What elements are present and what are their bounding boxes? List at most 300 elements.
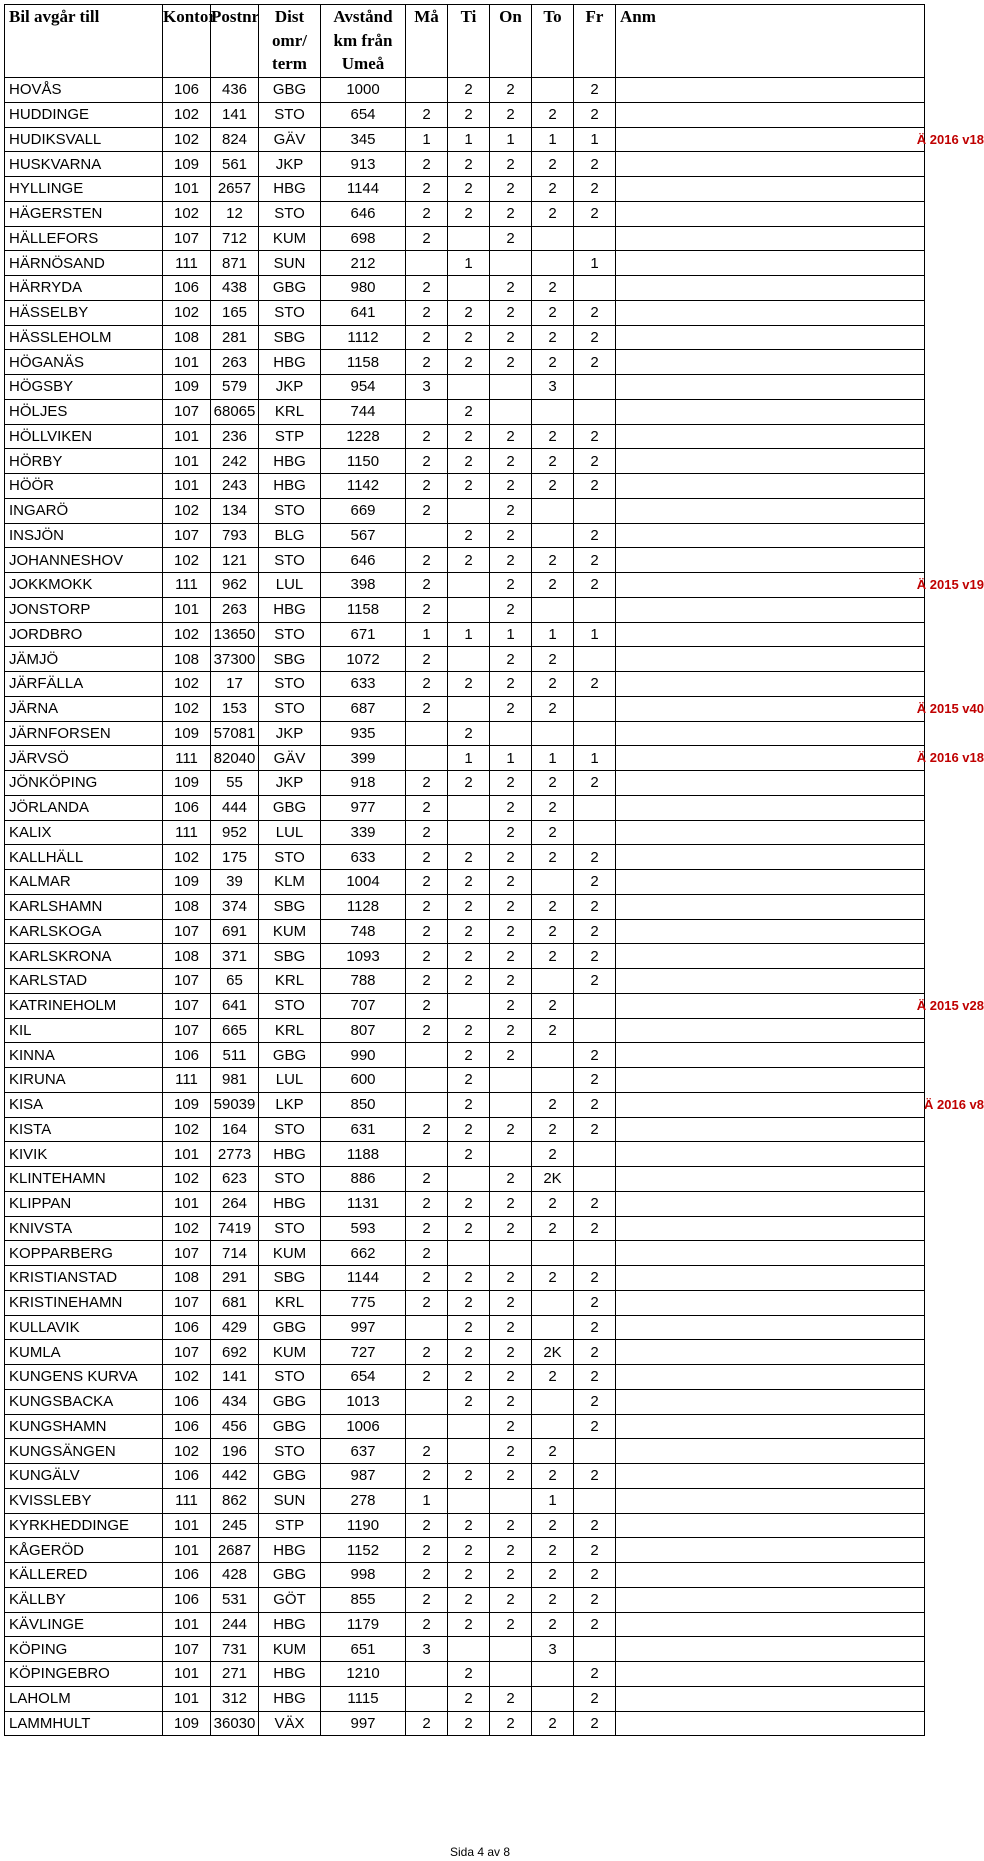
cell-tuesday: 2 bbox=[448, 1563, 490, 1588]
cell-postcode: 244 bbox=[211, 1612, 259, 1637]
cell-thursday: 2 bbox=[532, 1142, 574, 1167]
cell-district: STO bbox=[259, 622, 321, 647]
header-monday: Må bbox=[406, 5, 448, 78]
cell-district: STO bbox=[259, 993, 321, 1018]
cell-friday: 1 bbox=[574, 251, 616, 276]
cell-office: 111 bbox=[163, 251, 211, 276]
cell-office: 109 bbox=[163, 152, 211, 177]
cell-postcode: 281 bbox=[211, 325, 259, 350]
header-destination: Bil avgår till bbox=[5, 5, 163, 78]
cell-distance: 1150 bbox=[321, 449, 406, 474]
cell-distance: 662 bbox=[321, 1241, 406, 1266]
page-number: Sida 4 av 8 bbox=[449, 1845, 511, 1859]
cell-distance: 399 bbox=[321, 746, 406, 771]
cell-friday: 2 bbox=[574, 1538, 616, 1563]
cell-note bbox=[616, 1563, 925, 1588]
cell-monday: 2 bbox=[406, 1538, 448, 1563]
cell-thursday: 2 bbox=[532, 1216, 574, 1241]
cell-office: 102 bbox=[163, 845, 211, 870]
cell-postcode: 165 bbox=[211, 300, 259, 325]
cell-postcode: 164 bbox=[211, 1117, 259, 1142]
cell-wednesday bbox=[490, 1488, 532, 1513]
cell-friday: 2 bbox=[574, 1414, 616, 1439]
cell-tuesday: 2 bbox=[448, 919, 490, 944]
cell-postcode: 871 bbox=[211, 251, 259, 276]
cell-distance: 1188 bbox=[321, 1142, 406, 1167]
cell-friday: 2 bbox=[574, 300, 616, 325]
table-row bbox=[5, 944, 925, 969]
cell-postcode: 65 bbox=[211, 969, 259, 994]
cell-monday: 2 bbox=[406, 845, 448, 870]
cell-distance: 707 bbox=[321, 993, 406, 1018]
cell-destination: KÄLLBY bbox=[5, 1587, 163, 1612]
table-row bbox=[5, 647, 925, 672]
cell-destination: JÖNKÖPING bbox=[5, 771, 163, 796]
cell-monday bbox=[406, 1662, 448, 1687]
cell-destination: KIVIK bbox=[5, 1142, 163, 1167]
cell-wednesday: 2 bbox=[490, 969, 532, 994]
cell-note bbox=[616, 1290, 925, 1315]
cell-thursday bbox=[532, 597, 574, 622]
cell-wednesday bbox=[490, 1092, 532, 1117]
cell-district: GBG bbox=[259, 1464, 321, 1489]
cell-note bbox=[616, 1117, 925, 1142]
cell-destination: KALIX bbox=[5, 820, 163, 845]
cell-note bbox=[616, 771, 925, 796]
cell-district: HBG bbox=[259, 474, 321, 499]
table-row bbox=[5, 1365, 925, 1390]
cell-district: LUL bbox=[259, 1068, 321, 1093]
cell-tuesday: 2 bbox=[448, 672, 490, 697]
cell-wednesday: 2 bbox=[490, 597, 532, 622]
cell-district: JKP bbox=[259, 375, 321, 400]
table-row bbox=[5, 1290, 925, 1315]
cell-wednesday: 2 bbox=[490, 102, 532, 127]
cell-note bbox=[616, 944, 925, 969]
cell-office: 102 bbox=[163, 696, 211, 721]
cell-destination: KUNGÄLV bbox=[5, 1464, 163, 1489]
table-row bbox=[5, 969, 925, 994]
cell-thursday: 1 bbox=[532, 1488, 574, 1513]
cell-monday: 2 bbox=[406, 1290, 448, 1315]
cell-destination: KRISTIANSTAD bbox=[5, 1266, 163, 1291]
cell-tuesday: 2 bbox=[448, 1513, 490, 1538]
cell-tuesday: 2 bbox=[448, 1464, 490, 1489]
table-row bbox=[5, 152, 925, 177]
cell-district: KRL bbox=[259, 399, 321, 424]
cell-postcode: 271 bbox=[211, 1662, 259, 1687]
cell-wednesday: 2 bbox=[490, 1538, 532, 1563]
cell-thursday: 2 bbox=[532, 993, 574, 1018]
route-table-sheet bbox=[4, 4, 984, 1736]
cell-thursday bbox=[532, 969, 574, 994]
cell-destination: JÄRNA bbox=[5, 696, 163, 721]
cell-thursday: 2 bbox=[532, 152, 574, 177]
cell-friday: 2 bbox=[574, 1043, 616, 1068]
cell-note bbox=[616, 1340, 925, 1365]
cell-tuesday: 1 bbox=[448, 127, 490, 152]
cell-district: HBG bbox=[259, 449, 321, 474]
cell-destination: JOKKMOKK bbox=[5, 573, 163, 598]
cell-office: 109 bbox=[163, 870, 211, 895]
cell-wednesday bbox=[490, 251, 532, 276]
cell-office: 107 bbox=[163, 226, 211, 251]
cell-note bbox=[616, 1389, 925, 1414]
cell-tuesday bbox=[448, 276, 490, 301]
cell-destination: KUNGENS KURVA bbox=[5, 1365, 163, 1390]
cell-tuesday bbox=[448, 647, 490, 672]
cell-wednesday: 2 bbox=[490, 523, 532, 548]
cell-postcode: 82040 bbox=[211, 746, 259, 771]
cell-friday: 2 bbox=[574, 672, 616, 697]
cell-office: 106 bbox=[163, 1414, 211, 1439]
table-row bbox=[5, 746, 925, 771]
table-row bbox=[5, 894, 925, 919]
cell-distance: 398 bbox=[321, 573, 406, 598]
cell-friday: 2 bbox=[574, 1340, 616, 1365]
cell-postcode: 429 bbox=[211, 1315, 259, 1340]
cell-distance: 567 bbox=[321, 523, 406, 548]
cell-thursday bbox=[532, 78, 574, 103]
cell-note bbox=[616, 969, 925, 994]
cell-monday bbox=[406, 1068, 448, 1093]
cell-tuesday bbox=[448, 1637, 490, 1662]
cell-tuesday: 2 bbox=[448, 1686, 490, 1711]
header-note: Anm bbox=[616, 5, 925, 78]
cell-tuesday: 2 bbox=[448, 1266, 490, 1291]
cell-note bbox=[616, 399, 925, 424]
cell-wednesday: 2 bbox=[490, 1711, 532, 1736]
cell-destination: LAHOLM bbox=[5, 1686, 163, 1711]
cell-wednesday: 2 bbox=[490, 1587, 532, 1612]
cell-friday: 2 bbox=[574, 1266, 616, 1291]
cell-office: 106 bbox=[163, 795, 211, 820]
cell-note bbox=[616, 622, 925, 647]
cell-monday: 2 bbox=[406, 944, 448, 969]
cell-distance: 278 bbox=[321, 1488, 406, 1513]
cell-office: 101 bbox=[163, 1612, 211, 1637]
cell-wednesday: 2 bbox=[490, 1167, 532, 1192]
cell-friday bbox=[574, 498, 616, 523]
cell-friday bbox=[574, 1488, 616, 1513]
cell-distance: 633 bbox=[321, 845, 406, 870]
cell-note bbox=[616, 1365, 925, 1390]
cell-note bbox=[616, 177, 925, 202]
table-row bbox=[5, 721, 925, 746]
cell-monday: 2 bbox=[406, 226, 448, 251]
cell-wednesday bbox=[490, 721, 532, 746]
cell-friday: 2 bbox=[574, 474, 616, 499]
cell-note bbox=[616, 1662, 925, 1687]
change-note: Ä 2016 v18 bbox=[916, 750, 984, 766]
table-row bbox=[5, 1389, 925, 1414]
cell-distance: 345 bbox=[321, 127, 406, 152]
cell-thursday bbox=[532, 1290, 574, 1315]
table-row bbox=[5, 1092, 925, 1117]
cell-district: GÄV bbox=[259, 746, 321, 771]
cell-tuesday bbox=[448, 795, 490, 820]
cell-tuesday: 2 bbox=[448, 1315, 490, 1340]
cell-tuesday bbox=[448, 1488, 490, 1513]
cell-district: HBG bbox=[259, 1142, 321, 1167]
cell-monday: 2 bbox=[406, 1266, 448, 1291]
cell-wednesday: 2 bbox=[490, 919, 532, 944]
cell-monday: 3 bbox=[406, 375, 448, 400]
cell-distance: 1210 bbox=[321, 1662, 406, 1687]
cell-friday: 2 bbox=[574, 1315, 616, 1340]
cell-destination: JONSTORP bbox=[5, 597, 163, 622]
cell-friday bbox=[574, 276, 616, 301]
cell-district: HBG bbox=[259, 350, 321, 375]
cell-distance: 1006 bbox=[321, 1414, 406, 1439]
cell-thursday: 2 bbox=[532, 1612, 574, 1637]
cell-tuesday: 1 bbox=[448, 746, 490, 771]
cell-wednesday: 2 bbox=[490, 1191, 532, 1216]
cell-note bbox=[616, 1686, 925, 1711]
cell-office: 106 bbox=[163, 276, 211, 301]
cell-friday: 2 bbox=[574, 177, 616, 202]
cell-note bbox=[616, 1216, 925, 1241]
cell-wednesday bbox=[490, 375, 532, 400]
cell-wednesday: 2 bbox=[490, 548, 532, 573]
cell-note bbox=[616, 1018, 925, 1043]
cell-office: 102 bbox=[163, 201, 211, 226]
cell-friday: 2 bbox=[574, 573, 616, 598]
cell-tuesday: 2 bbox=[448, 1043, 490, 1068]
cell-district: GBG bbox=[259, 1414, 321, 1439]
cell-destination: KARLSTAD bbox=[5, 969, 163, 994]
cell-office: 101 bbox=[163, 449, 211, 474]
cell-thursday: 2 bbox=[532, 672, 574, 697]
cell-distance: 935 bbox=[321, 721, 406, 746]
table-row bbox=[5, 1191, 925, 1216]
cell-destination: KÄVLINGE bbox=[5, 1612, 163, 1637]
cell-monday: 2 bbox=[406, 449, 448, 474]
cell-tuesday: 2 bbox=[448, 177, 490, 202]
cell-wednesday: 2 bbox=[490, 1389, 532, 1414]
cell-wednesday bbox=[490, 1241, 532, 1266]
cell-friday bbox=[574, 375, 616, 400]
cell-tuesday: 2 bbox=[448, 721, 490, 746]
table-row bbox=[5, 399, 925, 424]
cell-note bbox=[616, 1191, 925, 1216]
cell-thursday: 2 bbox=[532, 1439, 574, 1464]
cell-wednesday: 1 bbox=[490, 127, 532, 152]
change-note: Ä 2016 v18 bbox=[916, 131, 984, 147]
cell-monday: 2 bbox=[406, 1117, 448, 1142]
cell-thursday: 3 bbox=[532, 375, 574, 400]
cell-thursday: 2 bbox=[532, 424, 574, 449]
cell-tuesday: 2 bbox=[448, 1612, 490, 1637]
cell-friday: 2 bbox=[574, 919, 616, 944]
cell-note bbox=[616, 820, 925, 845]
cell-postcode: 623 bbox=[211, 1167, 259, 1192]
cell-monday bbox=[406, 1686, 448, 1711]
cell-distance: 1112 bbox=[321, 325, 406, 350]
cell-distance: 775 bbox=[321, 1290, 406, 1315]
cell-wednesday: 2 bbox=[490, 647, 532, 672]
cell-postcode: 55 bbox=[211, 771, 259, 796]
cell-district: GBG bbox=[259, 1563, 321, 1588]
table-row bbox=[5, 1340, 925, 1365]
cell-note bbox=[616, 870, 925, 895]
cell-wednesday: 2 bbox=[490, 1464, 532, 1489]
cell-postcode: 17 bbox=[211, 672, 259, 697]
cell-district: KRL bbox=[259, 969, 321, 994]
cell-office: 111 bbox=[163, 573, 211, 598]
cell-district: KUM bbox=[259, 1340, 321, 1365]
cell-district: HBG bbox=[259, 1191, 321, 1216]
cell-district: STO bbox=[259, 548, 321, 573]
table-row bbox=[5, 820, 925, 845]
cell-thursday bbox=[532, 721, 574, 746]
table-row bbox=[5, 870, 925, 895]
cell-friday: 2 bbox=[574, 1092, 616, 1117]
table-row bbox=[5, 1488, 925, 1513]
cell-office: 102 bbox=[163, 1167, 211, 1192]
cell-wednesday: 2 bbox=[490, 1117, 532, 1142]
table-row bbox=[5, 276, 925, 301]
cell-postcode: 952 bbox=[211, 820, 259, 845]
cell-district: HBG bbox=[259, 177, 321, 202]
cell-friday: 1 bbox=[574, 622, 616, 647]
cell-thursday: 2 bbox=[532, 919, 574, 944]
cell-tuesday: 2 bbox=[448, 1068, 490, 1093]
table-row bbox=[5, 919, 925, 944]
cell-thursday bbox=[532, 498, 574, 523]
cell-friday: 2 bbox=[574, 201, 616, 226]
cell-distance: 727 bbox=[321, 1340, 406, 1365]
cell-distance: 671 bbox=[321, 622, 406, 647]
cell-postcode: 579 bbox=[211, 375, 259, 400]
cell-monday: 2 bbox=[406, 201, 448, 226]
cell-distance: 997 bbox=[321, 1315, 406, 1340]
cell-destination: HÖRBY bbox=[5, 449, 163, 474]
cell-monday bbox=[406, 721, 448, 746]
cell-thursday: 2K bbox=[532, 1167, 574, 1192]
cell-tuesday bbox=[448, 597, 490, 622]
cell-friday: 2 bbox=[574, 1662, 616, 1687]
cell-wednesday: 2 bbox=[490, 894, 532, 919]
cell-monday bbox=[406, 746, 448, 771]
cell-tuesday bbox=[448, 1414, 490, 1439]
cell-friday: 2 bbox=[574, 771, 616, 796]
cell-postcode: 561 bbox=[211, 152, 259, 177]
cell-postcode: 37300 bbox=[211, 647, 259, 672]
cell-friday bbox=[574, 1018, 616, 1043]
cell-distance: 1128 bbox=[321, 894, 406, 919]
cell-tuesday: 2 bbox=[448, 350, 490, 375]
table-row bbox=[5, 325, 925, 350]
cell-monday: 2 bbox=[406, 672, 448, 697]
cell-postcode: 665 bbox=[211, 1018, 259, 1043]
cell-tuesday: 2 bbox=[448, 1216, 490, 1241]
cell-wednesday: 2 bbox=[490, 1340, 532, 1365]
cell-wednesday: 2 bbox=[490, 1439, 532, 1464]
cell-tuesday: 2 bbox=[448, 1290, 490, 1315]
cell-monday: 2 bbox=[406, 102, 448, 127]
cell-thursday: 2 bbox=[532, 647, 574, 672]
cell-friday bbox=[574, 696, 616, 721]
cell-tuesday: 2 bbox=[448, 845, 490, 870]
cell-note bbox=[616, 78, 925, 103]
cell-district: SUN bbox=[259, 1488, 321, 1513]
cell-wednesday: 2 bbox=[490, 300, 532, 325]
cell-office: 107 bbox=[163, 993, 211, 1018]
cell-district: GBG bbox=[259, 1315, 321, 1340]
cell-destination: HÖÖR bbox=[5, 474, 163, 499]
cell-postcode: 7419 bbox=[211, 1216, 259, 1241]
cell-monday: 2 bbox=[406, 325, 448, 350]
cell-destination: HÖGANÄS bbox=[5, 350, 163, 375]
cell-note bbox=[616, 795, 925, 820]
cell-distance: 1158 bbox=[321, 350, 406, 375]
table-row bbox=[5, 1167, 925, 1192]
cell-monday: 2 bbox=[406, 1216, 448, 1241]
cell-tuesday: 2 bbox=[448, 870, 490, 895]
cell-district: KUM bbox=[259, 1637, 321, 1662]
cell-thursday: 2 bbox=[532, 1018, 574, 1043]
cell-office: 107 bbox=[163, 523, 211, 548]
cell-destination: HÄGERSTEN bbox=[5, 201, 163, 226]
cell-monday bbox=[406, 523, 448, 548]
cell-note bbox=[616, 1092, 984, 1117]
cell-distance: 977 bbox=[321, 795, 406, 820]
header-distance: Avstånd km från Umeå bbox=[321, 5, 406, 78]
table-row bbox=[5, 1117, 925, 1142]
cell-office: 101 bbox=[163, 177, 211, 202]
cell-district: VÄX bbox=[259, 1711, 321, 1736]
cell-friday: 2 bbox=[574, 1686, 616, 1711]
cell-note bbox=[616, 1241, 925, 1266]
cell-office: 102 bbox=[163, 1439, 211, 1464]
cell-postcode: 264 bbox=[211, 1191, 259, 1216]
cell-wednesday bbox=[490, 1637, 532, 1662]
cell-district: HBG bbox=[259, 1686, 321, 1711]
cell-monday: 2 bbox=[406, 969, 448, 994]
cell-wednesday: 2 bbox=[490, 795, 532, 820]
cell-district: STP bbox=[259, 1513, 321, 1538]
cell-tuesday bbox=[448, 1167, 490, 1192]
cell-postcode: 641 bbox=[211, 993, 259, 1018]
cell-tuesday: 1 bbox=[448, 622, 490, 647]
cell-note bbox=[616, 375, 925, 400]
cell-distance: 600 bbox=[321, 1068, 406, 1093]
cell-destination: KALLHÄLL bbox=[5, 845, 163, 870]
cell-friday: 2 bbox=[574, 969, 616, 994]
cell-office: 109 bbox=[163, 375, 211, 400]
table-row bbox=[5, 1662, 925, 1687]
cell-thursday: 2 bbox=[532, 696, 574, 721]
cell-thursday: 1 bbox=[532, 127, 574, 152]
table-row bbox=[5, 375, 925, 400]
cell-office: 102 bbox=[163, 672, 211, 697]
cell-district: STO bbox=[259, 1439, 321, 1464]
cell-friday: 2 bbox=[574, 1513, 616, 1538]
cell-monday: 2 bbox=[406, 795, 448, 820]
cell-thursday: 1 bbox=[532, 746, 574, 771]
cell-monday: 2 bbox=[406, 350, 448, 375]
cell-district: HBG bbox=[259, 1612, 321, 1637]
cell-note bbox=[616, 102, 925, 127]
cell-wednesday: 2 bbox=[490, 424, 532, 449]
cell-district: GBG bbox=[259, 1043, 321, 1068]
cell-postcode: 312 bbox=[211, 1686, 259, 1711]
cell-tuesday: 2 bbox=[448, 1117, 490, 1142]
table-header bbox=[5, 5, 925, 78]
cell-wednesday: 2 bbox=[490, 1414, 532, 1439]
table-row bbox=[5, 622, 925, 647]
